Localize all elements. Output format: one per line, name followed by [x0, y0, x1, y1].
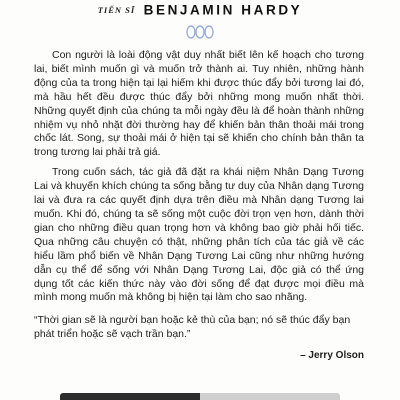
author-title-prefix: TIẾN SĨ: [97, 4, 136, 15]
ornament-svg: [184, 25, 216, 39]
author-header: [0, 1, 400, 19]
quote-text: “Thời gian sẽ là người bạn hoặc kẻ thù của bạn; nó sẽ thúc đẩy bạn phát triển hoặc sẽ vạch trần bạn.”: [34, 314, 351, 341]
ornament-ring-3: [205, 26, 213, 38]
footer-bar: [60, 393, 340, 400]
author-name: BENJAMIN HARDY: [143, 2, 303, 18]
paragraph-2: Trong cuốn sách, tác giả đã đặt ra khái niệm Nhân Dạng Tương Lai và khuyến khích chúng ta sống bằng tư duy của Nhân dạng Tương lai và đưa ra các quyết định dựa trên điều mà Nhân dạng Tương lai muốn. Khi đó, chúng ta sẽ sống một cuộc đời trọn vẹn hơn, dành thời gian cho những điều quan trọng hơn và không bao giờ phải hối tiếc. Qua những câu chuyện có thật, những phân tích của tác giả về các hiểu lầm phổ biến về Nhân Dạng Tương Lai cũng như những hướng dẫn cụ thể để sống với Nhân Dạng Tương Lai, độc giả có thể ứng dụng tốt các kiến thức này vào đời sống để đạt được mọi điều mà mình mong muốn mà không bị hiện tại làm cho sao nhãng.: [34, 166, 364, 304]
decorative-circles-icon: [0, 25, 400, 41]
ornament-ring-1: [187, 26, 195, 38]
paragraph-1: Con người là loài động vật duy nhất biết lên kế hoạch cho tương lai, biết mình muốn gì và muốn trở thành ai. Tuy nhiên, những hành động của ta trong hiện tại lại hiếm khi được thúc đẩy bởi tương lai đó, mà hầu hết đều được thúc đẩy bởi những mong muốn nhất thời. Những quyết định của chúng ta mỗi ngày đều là để hoàn thành những nhiệm vụ nhỏ nhặt đời thường hay để khiến bản thân thoải mái trong chốc lát. Song, sự thoải mái ở hiện tại sẽ khiến cho chính bản thân ta trong tương lai phải trả giá.: [34, 49, 364, 159]
quote-attribution: – Jerry Olson: [300, 350, 364, 362]
book-description: [34, 49, 364, 363]
ornament-ring-2: [196, 26, 204, 38]
